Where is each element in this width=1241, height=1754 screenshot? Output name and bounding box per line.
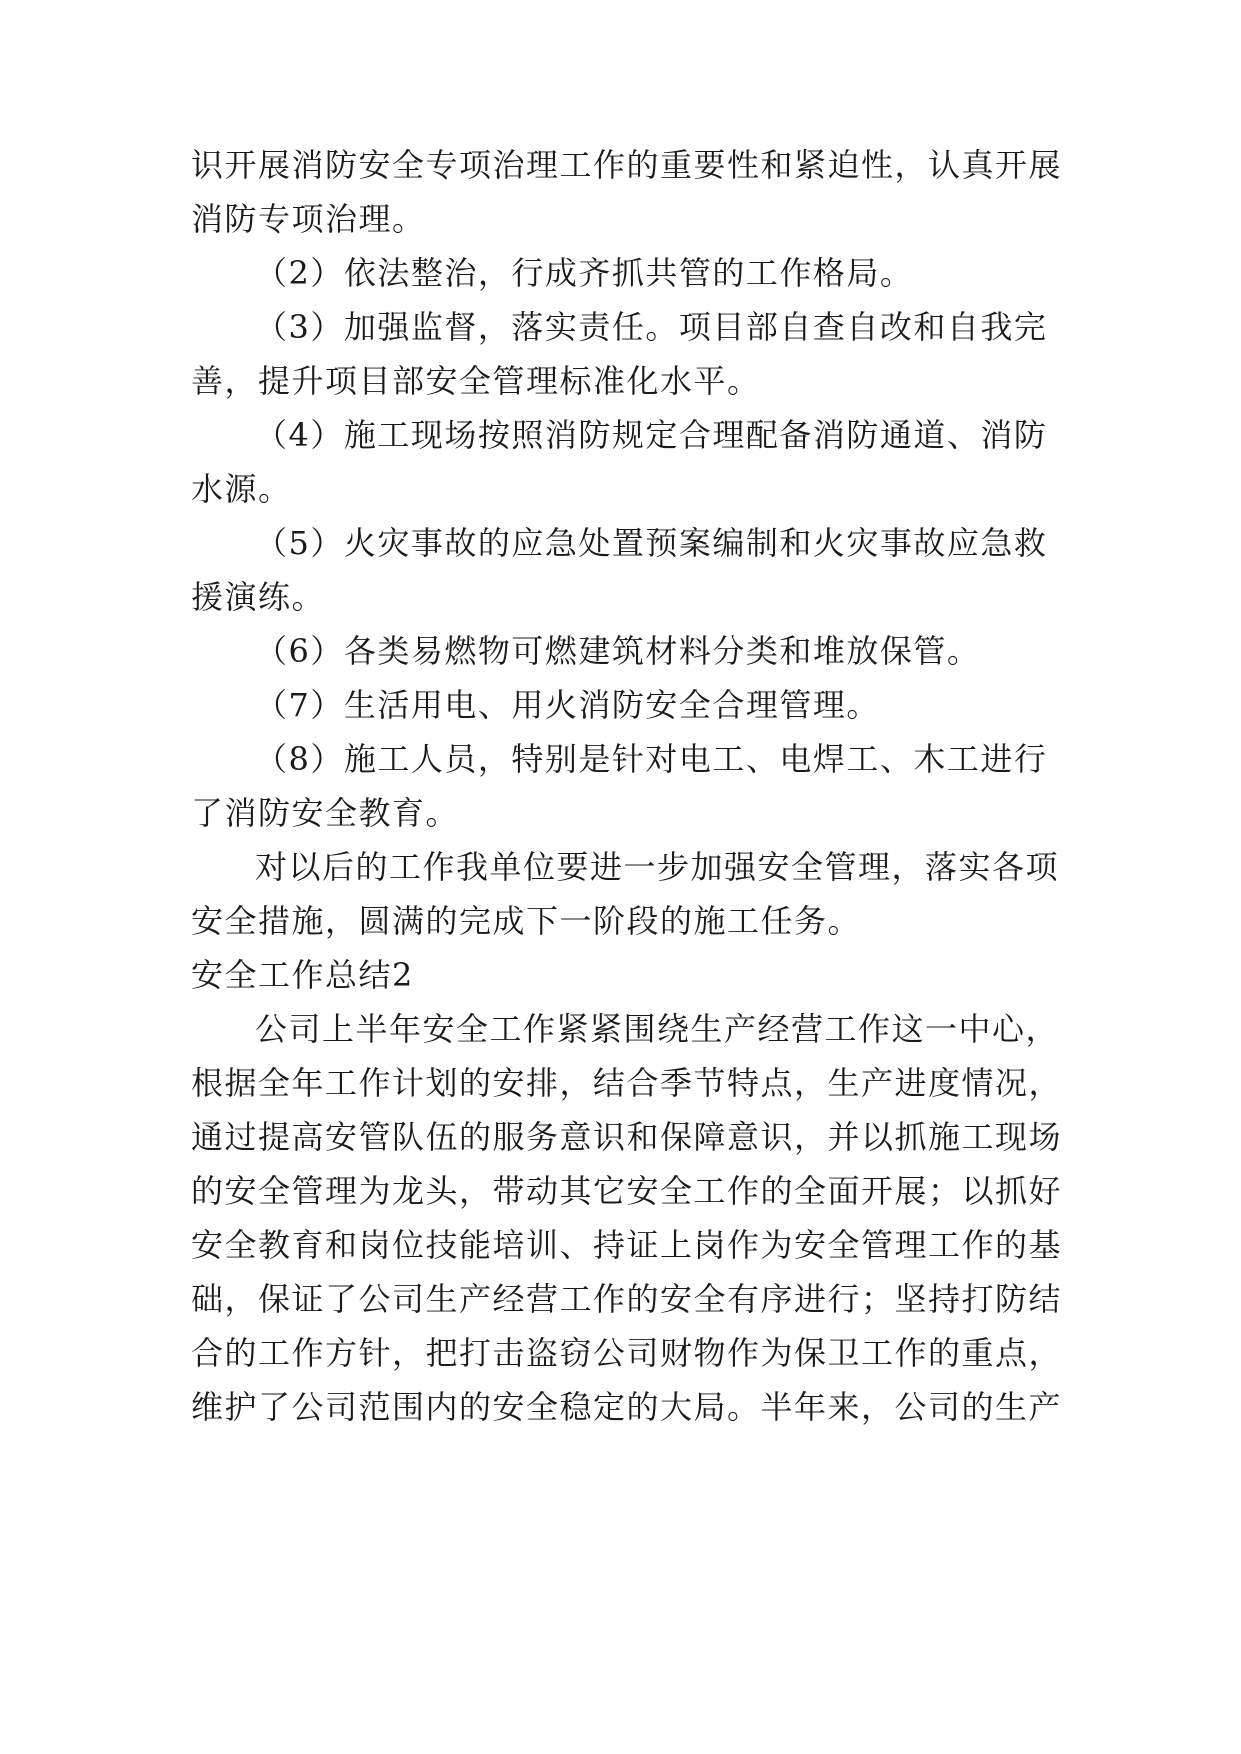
text-line: 消防专项治理。	[191, 200, 426, 238]
text-line: 安全措施，圆满的完成下一阶段的施工任务。	[191, 902, 862, 940]
text-line: 了消防安全教育。	[191, 794, 460, 832]
text-line: 安全教育和岗位技能培训、持证上岗作为安全管理工作的基	[191, 1226, 1063, 1264]
list-item: （2）依法整治，行成齐抓共管的工作格局。	[255, 254, 914, 292]
text-line: 合的工作方针，把打击盗窃公司财物作为保卫工作的重点，	[191, 1334, 1063, 1372]
text-line: 础，保证了公司生产经营工作的安全有序进行；坚持打防结	[191, 1280, 1063, 1318]
text-line: 水源。	[191, 470, 292, 508]
section-heading: 安全工作总结2	[191, 956, 414, 994]
text-line: 通过提高安管队伍的服务意识和保障意识，并以抓施工现场	[191, 1118, 1063, 1156]
text-line: 善，提升项目部安全管理标准化水平。	[191, 362, 761, 400]
paragraph-start: 对以后的工作我单位要进一步加强安全管理，落实各项	[255, 848, 1060, 886]
text-line: 根据全年工作计划的安排，结合季节特点，生产进度情况，	[191, 1064, 1063, 1102]
text-line: 维护了公司范围内的安全稳定的大局。半年来，公司的生产	[191, 1388, 1063, 1426]
list-item: （6）各类易燃物可燃建筑材料分类和堆放保管。	[255, 632, 981, 670]
paragraph-start: 公司上半年安全工作紧紧围绕生产经营工作这一中心，	[255, 1010, 1060, 1048]
text-line: 的安全管理为龙头，带动其它安全工作的全面开展；以抓好	[191, 1172, 1063, 1210]
text-line: 援演练。	[191, 578, 326, 616]
list-item: （7）生活用电、用火消防安全合理管理。	[255, 686, 880, 724]
list-item: （5）火灾事故的应急处置预案编制和火灾事故应急救	[255, 524, 1048, 562]
list-item: （3）加强监督，落实责任。项目部自查自改和自我完	[255, 308, 1048, 346]
list-item: （4）施工现场按照消防规定合理配备消防通道、消防	[255, 416, 1048, 454]
text-line: 识开展消防安全专项治理工作的重要性和紧迫性，认真开展	[191, 146, 1063, 184]
list-item: （8）施工人员，特别是针对电工、电焊工、木工进行	[255, 740, 1048, 778]
